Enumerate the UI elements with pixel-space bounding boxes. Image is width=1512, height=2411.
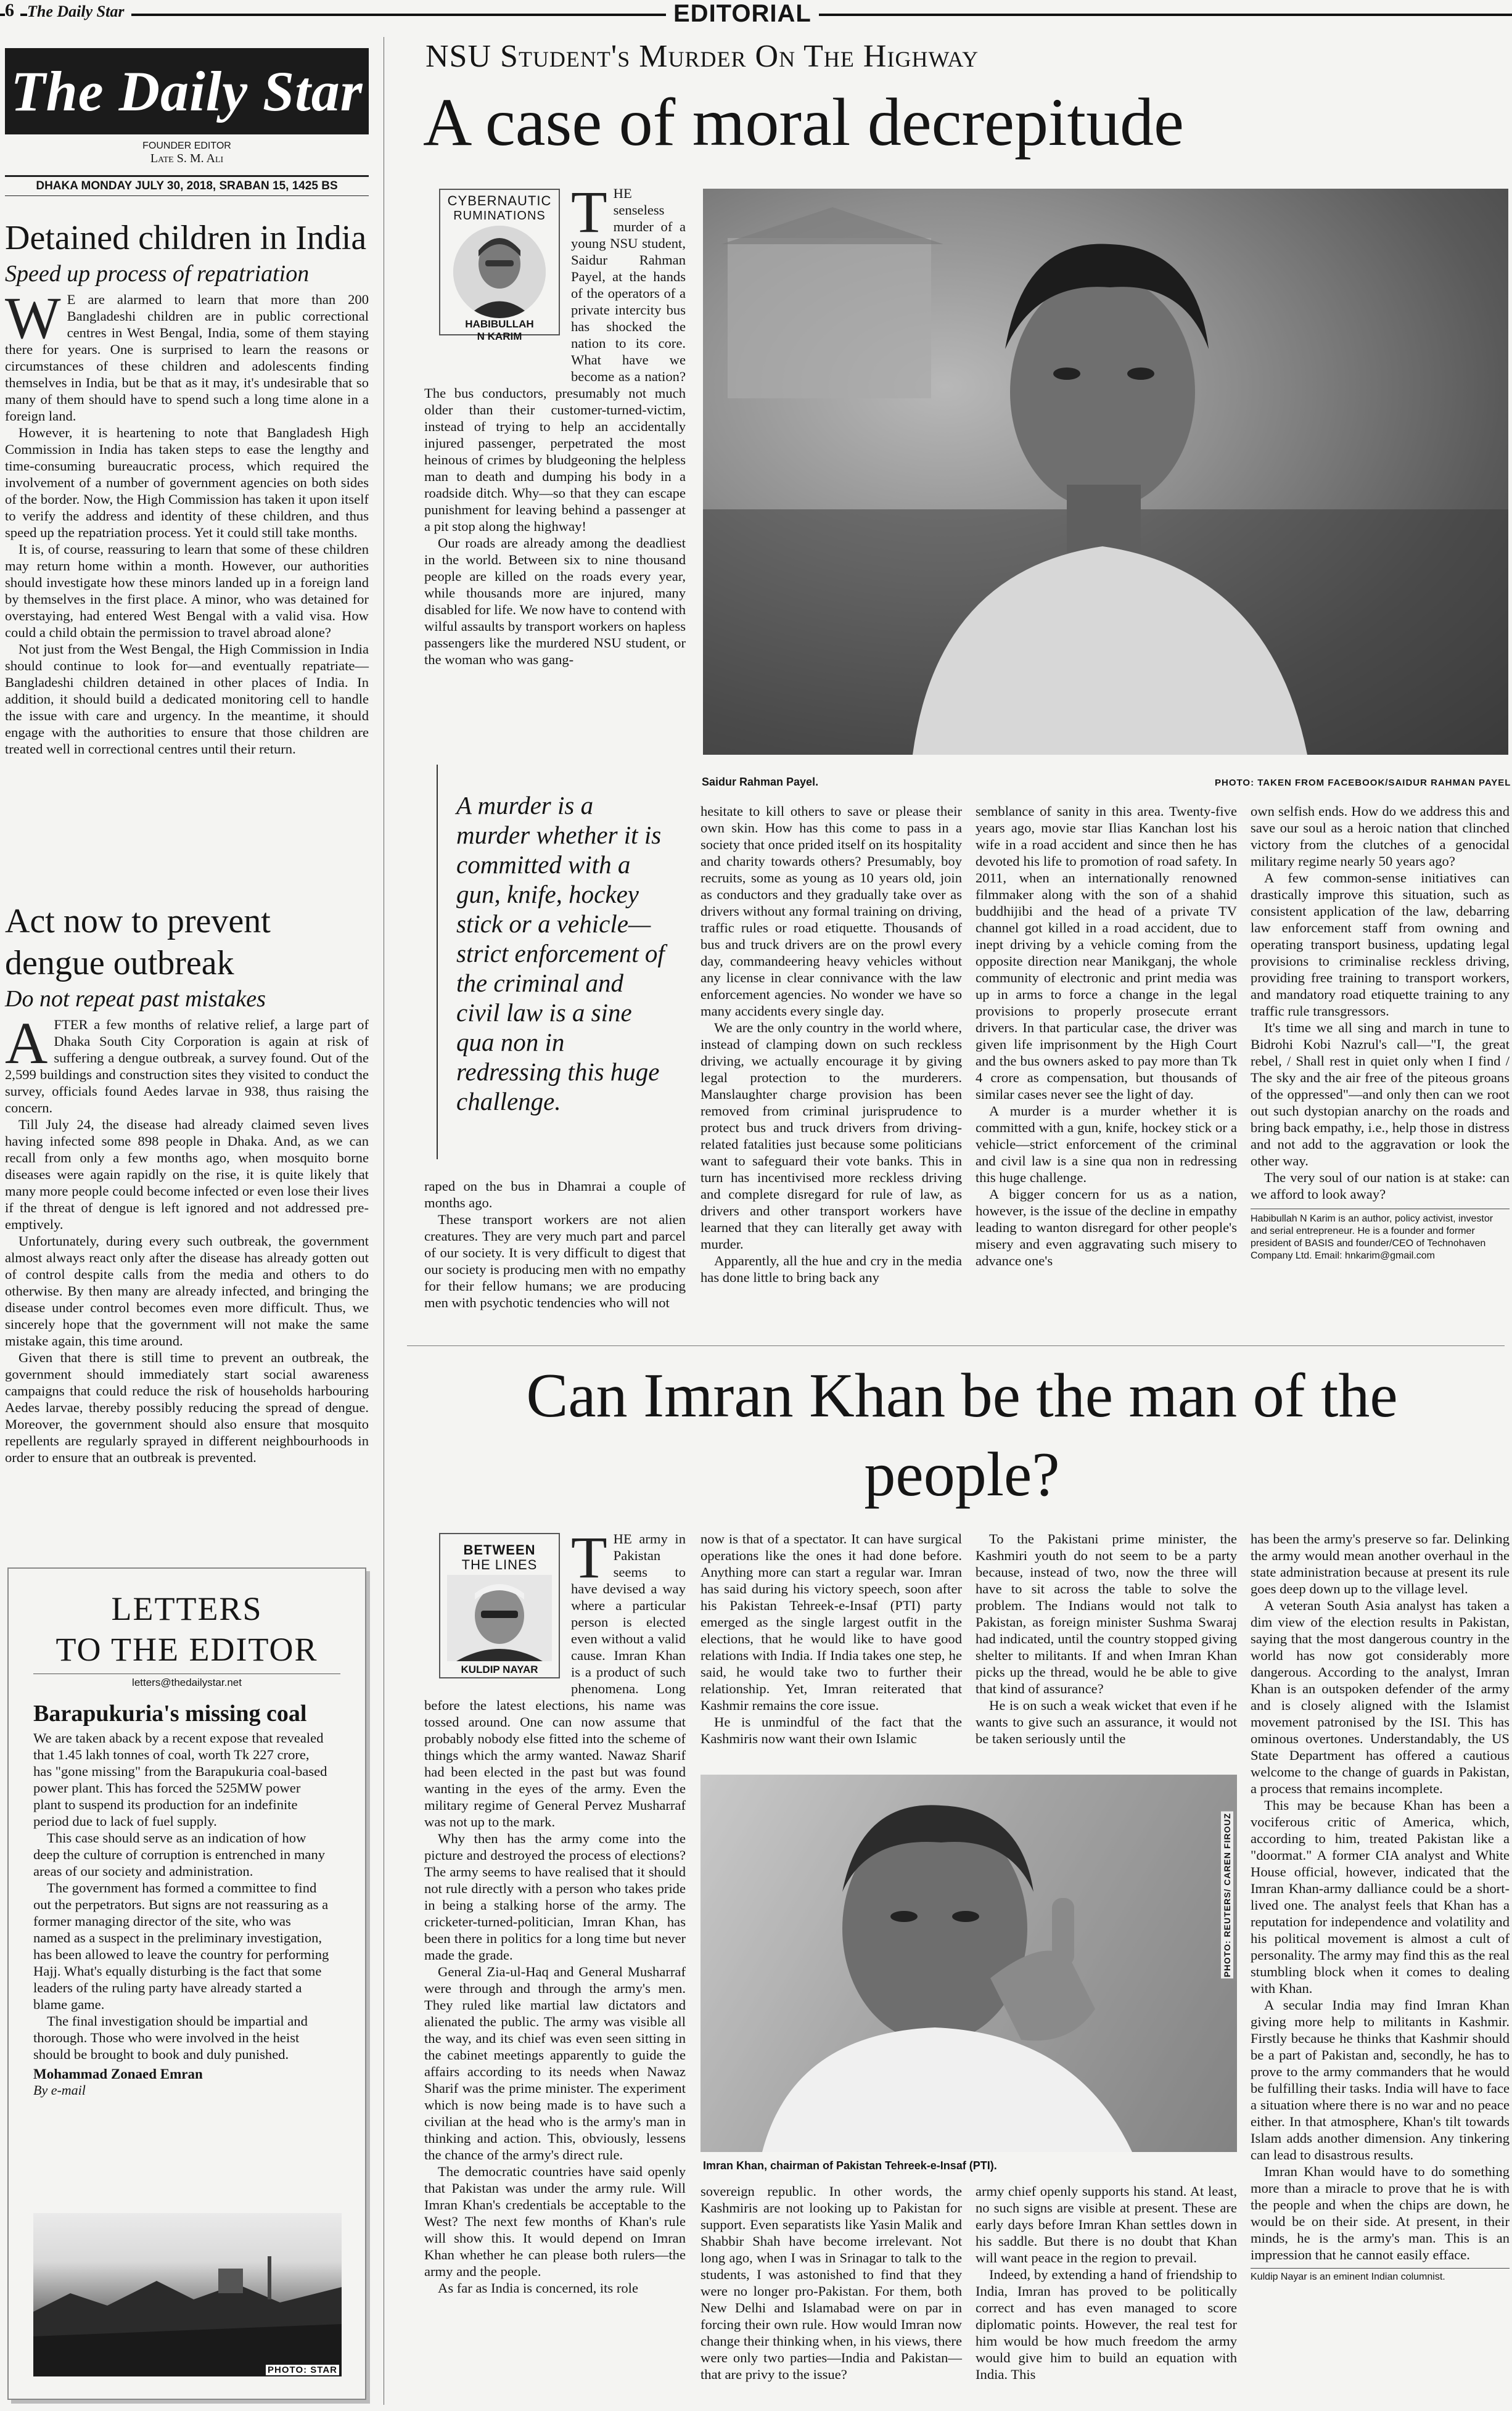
editorial-subhead: Do not repeat past mistakes bbox=[5, 986, 266, 1012]
column-name-sub: THE LINES bbox=[461, 1557, 538, 1572]
page-header bbox=[0, 0, 1512, 27]
dateline: DHAKA MONDAY JULY 30, 2018, SRABAN 15, 1425 BS bbox=[5, 175, 369, 196]
coal-landscape-image bbox=[33, 2213, 342, 2376]
photo-credit: PHOTO: REUTERS/ CAREN FIROUZ bbox=[1222, 1813, 1232, 1978]
photo-caption: Imran Khan, chairman of Pakistan Tehreek-e-Insaf (PTI). bbox=[703, 2159, 997, 2172]
author-name: KULDIP NAYAR bbox=[461, 1664, 538, 1675]
article-kicker: NSU Student's Murder On The Highway bbox=[425, 39, 979, 74]
letters-box bbox=[7, 1567, 366, 2400]
article-headline: A case of moral decrepitude bbox=[423, 84, 1184, 160]
article2-column-2: now is that of a spectator. It can have surgical operations like the ones it had done before. Anything more can start a regular war. Imran has said during his victory speech, soon after his Pakistan Tehreek-e-Insaf (PTI) party emerged as the single largest outfit in the elections, that he would like to have good relations with India. If India takes one step, he said, he would take two to further their relationship. Yet, Imran reiterated that Kashmir remains the core issue. He is unmindful of the fact that the Kashmiris now want their own Islamic bbox=[701, 1531, 962, 1746]
victim-portrait-image bbox=[703, 189, 1508, 755]
article2-column-1: THE army in Pakistan seems to have devised a way where a particular person is elected even without a valid cause. Imran Khan is a product of such phenomena. Long before the latest elections, his name was tossed around. One can now assume that probably nobody else fitted into the scheme of things which the army wanted. Nawaz Sharif had been elected in the past but was found wanting in the eyes of the army. Even the military regime of General Pervez Musharraf was not up to the mark. Why then has the army come into the picture and destroyed the process of elections? The army seems to have realised that it should not rule directly with a person who takes pride in being a stalking horse of the army. The cricketer-turned-politician, Imran Khan, has been there in politics for a long time but never made the grade. General Zia-ul-Haq and General Musharraf were through and through the army's men. They ruled like martial law dictators and alienated the public. The army was visible all the way, and its chief was even seen sitting in the cabinet meetings apparently to guide the affairs according to its needs when Nawaz Sharif was the prime minister. The experiment which is now being made is to have such a civilian at the head who is the army's man in thinking and action. This, obviously, lessens the chance of the army's direct rule. The democratic countries have said openly that Pakistan was under the army rule. Will Imran Khan's credentials be acceptable to the West? The next few months of Khan's rule will show this. It would depend on Imran Khan whether he can please both rulers—the army and the people. As far as India is concerned, its role bbox=[424, 1524, 686, 2296]
masthead-logo bbox=[5, 48, 369, 134]
section-title: EDITORIAL bbox=[666, 0, 819, 28]
column-name: CYBERNAUTIC bbox=[447, 193, 552, 208]
column-name: BETWEEN bbox=[463, 1542, 536, 1558]
letters-email[interactable]: letters@thedailystar.net bbox=[33, 1674, 340, 1689]
article2-column-4: has been the army's preserve so far. Delinking the army would mean another overhaul in the state administration because at present its rule goes deep down up to the village level. A veteran South Asia analyst has taken a dim view of the election results in Pakistan, saying that the most dangerous country in the world has now got considerably more dangerous. According to the analyst, Imran Khan is an outspoken defender of the army and is closely aligned with the Islamist movement patronised by the ISI. This has ominous overtones. Understandably, the US State Department has offered a cautious welcome to the change of guards in Pakistan, a process that remains incomplete. This may be because Khan has been a vociferous critic of America, which, according to him, treated Pakistan like a "doormat." A former CIA analyst and White House official, however, indicated that the Imran Khan-army dalliance could be a short-lived one. The analyst feels that Khan has a reputation for independence and volatility and his political movement is almost a cult of personality. The army may find this as the real stumbling block when it comes to dealing with Khan. A secular India may find Imran Khan giving more help to militants in Kashmir. Firstly because he thinks that Kashmir should be a part of Pakistan and, secondly, he has to prove to the army commanders that he would be fulfilling their tasks. India will have to face a situation where there is no war and no peace either. In that atmosphere, Khan's tilt towards Islam adds another dimension. Any tinkering can lead to disastrous results. Imran Khan would have to do something more than a miracle to prove that he is with the people and when the chips are down, he would be on their side. At present, in their minds, he is the army's man. This is an impression that he cannot easily efface. Kuldip Nayar is an eminent Indian columnist. bbox=[1251, 1531, 1510, 2282]
pull-quote: A murder is a murder whether it is committed with a gun, knife, hockey stick or a vehicle—strict enforcement of the criminal and civil law is a sine qua non in redressing this huge challenge. bbox=[456, 791, 665, 1115]
photo-caption: Saidur Rahman Payel. bbox=[702, 776, 819, 788]
letter-body: We are taken aback by a recent expose that revealed that 1.45 lakh tonnes of coal, worth Tk 227 crore, has "gone missing" from the Barapukuria coal-based power plant. This has forced the 525MW power plant to suspend its production for an indefinite period due to lack of fuel supply. This case should serve as an indication of how deep the culture of corruption is entrenched in many areas of our society and administration. The government has formed a committee to find out the perpetrators. But signs are not reassuring as a former managing director of the site, who was named as a suspect in the preliminary investigation, has been allowed to leave the country for performing Hajj. What's equally disturbing is the fact that some leaders of the ruling party have already started a blame game. The final investigation should be impartial and thorough. Those who were involved in the heist should be brought to book and duly punished. bbox=[33, 1730, 329, 2062]
drop-cap: T bbox=[571, 1524, 607, 1590]
photo-credit: PHOTO: TAKEN FROM FACEBOOK/SAIDUR RAHMAN PAYEL bbox=[1215, 778, 1511, 788]
author-bio: Habibullah N Karim is an author, policy activist, investor and serial entrepreneur. He is a founder and former president of BASIS and founder/CEO of Technohaven Company Ltd. Email: hnkarim@gmail.com bbox=[1251, 1209, 1510, 1262]
letter-headline: Barapukuria's missing coal bbox=[33, 1701, 307, 1727]
article1-column-1b: raped on the bus in Dhamrai a couple of months ago. These transport workers are not alien creatures. They are very much part and parcel of our society. It is very difficult to digest that our society is producing men with no empathy for their fellow humans; we are producing men with psychotic tendencies who will not bbox=[424, 1178, 686, 1310]
founder-credit bbox=[5, 141, 369, 166]
drop-cap: T bbox=[571, 179, 607, 245]
article1-column-4: own selfish ends. How do we address this and save our soul as a heroic nation that clinched victory from the clutches of a genocidal military regime nearly 50 years ago? A few common-sense initiatives can drastically improve this situation, such as consistent application of the law, debarring law enforcement staff from owning and operating transport business, updating legal provisions to criminalise reckless driving, providing free training to transport workers, and mandatory road etiquette training to any traffic rule transgressors. It's time we all sing and march in tune to Bidrohi Kobi Nazrul's call—"I, the great rebel, / Shall rest in quiet only when I find / The sky and the air free of the piteous groans of the oppressed"—and only then can we root out such dystopian anarchy on the roads and bring back empathy, i.e., help those in distress and not add to the aggravation or look the other way. The very soul of our nation is at stake: can we afford to look away? Habibullah N Karim is an author, policy activist, investor and serial entrepreneur. He is a founder and former president of BASIS and founder/CEO of Technohaven Company Ltd. Email: hnkarim@gmail.com bbox=[1251, 803, 1510, 1261]
drop-cap: W bbox=[5, 285, 61, 351]
pullquote-rule bbox=[437, 765, 438, 1159]
author-name-2: N KARIM bbox=[477, 331, 522, 342]
masthead-title: The Daily Star bbox=[10, 60, 363, 123]
column-name-sub: RUMINATIONS bbox=[453, 209, 546, 223]
letter-via: By e-mail bbox=[33, 2082, 86, 2098]
victim-photo bbox=[703, 189, 1508, 755]
article-headline: Can Imran Khan be the man of the people? bbox=[526, 1361, 1398, 1509]
article1-column-3: semblance of sanity in this area. Twenty-five years ago, movie star Ilias Kanchan lost his wife in a road accident and since then he has devoted his life to promotion of road safety. In 2011, when an internationally renowned filmmaker along with the son of a shahid buddhijibi and the head of a private TV channel got killed in a road accident, due to inept driving by a vehicle coming from the opposite direction near Manikganj, the whole community of electronic and print media was up in arms to force a change in the legal provisions to properly prosecute errant drivers. In that particular case, the driver was given life imprisonment by the High Court and the bus owners asked to pay more than Tk 4 crore as compensation, but thousands of similar cases never see the light of day. A murder is a murder whether it is committed with a gun, knife, hockey stick or a vehicle—strict enforcement of the criminal and civil law is a sine qua non in redressing this huge challenge. A bigger concern for us as a nation, however, is the issue of the decline in empathy leading to wanton disregard for other people's misery and even aggravating such misery to advance one's bbox=[976, 803, 1237, 1268]
paper-name: The Daily Star bbox=[27, 2, 131, 21]
section-divider bbox=[407, 1345, 1505, 1346]
article2-column-3b: army chief openly supports his stand. At least, no such signs are visible at present. These are early days before Imran Khan settles down in his saddle. But there is no doubt that Khan will want peace in the region to prevail. Indeed, by extending a hand of friendship to India, Imran has proved to be politically correct and has even managed to score diplomatic points. However, the real test for him would be how much freedom the army would give him to build an equation with India. This bbox=[976, 2183, 1237, 2382]
article2-column-3: To the Pakistani prime minister, the Kashmiri youth do not seem to be a party because, instead of two, now the three will have to sit across the table to solve the problem. The Indians would not talk to Pakistan, as foreign minister Sushma Swaraj had indicated, until the country stopped giving shelter to militants. If and when Imran Khan picks up the thread, would he be able to give that kind of assurance? He is on such a weak wicket that even if he wants to give such an assurance, it would not be taken seriously until the bbox=[976, 1531, 1237, 1746]
article2-column-2b: sovereign republic. In other words, the Kashmiris are not looking up to Pakistan for support. Even separatists like Yasin Malik and Shabbir Shah have become irrelevant. Not long ago, when I was in Srinagar to talk to the students, I was astonished to find that they were no longer pro-Pakistan. For them, both New Delhi and Islamabad were on par in forcing their own rule. How would Imran now change their thinking when, in his views, there were only two parties—India and Pakistan—that are privy to the issue? bbox=[701, 2183, 962, 2382]
founder-name: Late S. M. Ali bbox=[150, 152, 224, 165]
editorial-dengue bbox=[5, 900, 369, 1466]
letter-signature: Mohammad Zonaed Emran bbox=[33, 2066, 203, 2082]
photo-credit: PHOTO: STAR bbox=[266, 2365, 339, 2375]
letters-title-line1: LETTERS bbox=[111, 1590, 263, 1627]
imran-khan-portrait-image bbox=[701, 1775, 1237, 2152]
page-number: 6 bbox=[5, 0, 20, 21]
editorial-headline: Detained children in India bbox=[5, 219, 367, 257]
article1-column-2: hesitate to kill others to save or please their own skin. How has this come to pass in a society that once prided itself on its hospitality and charity towards others? Presumably, boy recruits, some as young as 10 years old, join as conductors and they gradually take over as drivers without any formal training on driving, traffic rules or road etiquette. Thousands of bus and truck drivers are on the prowl every day, commandeering heavy vehicles without any license in clear connivance with the law enforcement agencies. No wonder we have so many accidents every single day. We are the only country in the world where, instead of clamping down on such reckless driving, we actually encourage it by giving legal protection to the murderers. Manslaughter charge provision has been removed from criminal jurisprudence to protect bus and truck drivers from driving-related fatalities just because some politicians want to safeguard their vote banks. This in turn has incentivised more reckless driving and complete disregard for rule of law, as drivers and other transport workers have learned that they can literally get away with murder. Apparently, all the hue and cry in the media has done little to bring back any bbox=[701, 803, 962, 1285]
founder-label: FOUNDER EDITOR bbox=[142, 141, 231, 151]
letters-title-line2: TO THE EDITOR bbox=[55, 1631, 318, 1668]
drop-cap: A bbox=[5, 1010, 48, 1076]
editorial-headline: Act now to prevent dengue outbreak bbox=[5, 902, 271, 982]
editorial-body: W E are alarmed to learn that more than 200 Bangladeshi children are in public correctional centres in West Bengal, India, some of them staying there for years. One is surprised to learn the reasons or circumstances of these children and adolescents finding themselves in India, but be that as it may, it's undesirable that so many of them should have to spend such a long time alone in a foreign land. However, it is heartening to note that Bangladesh High Commission in India has taken steps to ease the lengthy and time-consuming bureaucratic process, which required the involvement of a number of government agencies on both sides of the border. Now, the High Commission has taken it upon itself to verify the address and identity of these children, and thus speed up the repatriation process. Yet it could still take months. It is, of course, reassuring to learn that some of these children may return home within a month. However, our authorities should investigate how these minors landed up in a foreign land by themselves in the first place. A minor, who was detained for overstaying, had entered West Bengal with a valid visa. How could a child obtain the permission to travel abroad alone? Not just from the West Bengal, the High Commission in India should continue to look for—and eventually repatriate—Bangladeshi children detained in other places of India. In addition, it should build a dedicated monitoring cell to handle the issue with care and urgency. In the meantime, it should engage with the authorities to ensure that those children are treated well in correctional centres until their return. bbox=[5, 285, 369, 757]
imran-khan-photo bbox=[701, 1775, 1237, 2152]
author-bio: Kuldip Nayar is an eminent Indian columnist. bbox=[1251, 2268, 1510, 2283]
editorial-detained-children bbox=[5, 217, 369, 757]
editorial-body: AFTER a few months of relative relief, a large part of Dhaka South City Corporation is again at risk of suffering a dengue outbreak, a survey found. Out of the 2,599 buildings and construction sites they visited to conduct the survey, officials found Aedes larvae in 938, thus raising the concern. Till July 24, the disease had already claimed seven lives having infected some 898 people in Dhaka. And, as we can recall from only a few months ago, when mosquito borne diseases were again rapidly on the rise, it is quite likely that many more people could become infected or even lose their lives if the threat of dengue is left ignored and not addressed pre-emptively. Unfortunately, during every such outbreak, the government almost always react only after the disease has already gotten out of control despite calls from the media and others to do otherwise. By then many are already infected, and bringing the disease under control becomes even more difficult. Thus, we sincerely hope that the government will not make the same mistake again, this time around. Given that there is still time to prevent an outbreak, the government should immediately start social awareness campaigns that could reduce the risk of households harbouring Aedes larvae, thereby possibly reducing the spread of dengue. Moreover, the government should also ensure that mosquito repellents are regularly sprayed in different neighbourhoods in order to ensure that an outbreak is prevented. bbox=[5, 1010, 369, 1465]
editorial-subhead: Speed up process of repatriation bbox=[5, 261, 310, 287]
author-name: HABIBULLAH bbox=[465, 318, 534, 330]
coal-site-photo bbox=[33, 2213, 342, 2376]
article1-column-1: THE senseless murder of a young NSU student, Saidur Rahman Payel, at the hands of the operators of a private intercity bus has shocked the nation to its core. What have we become as a nation? The bus conductors, presumably not much older than their customer-turned-victim, instead of trying to help an accidentally injured passenger, perpetrated the most heinous of crimes by bludgeoning the helpless man to death and dumping his body in a roadside ditch. Why—so that they can escape punishment for leaving behind a passenger at a pit stop along the highway! Our roads are already among the deadliest in the world. Between six to nine thousand people are killed on the roads every year, while thousands more are injured, many disabled for life. We now have to contend with wilful assaults by transport workers on hapless passengers like the murdered NSU student, or the woman who was gang- bbox=[424, 179, 686, 667]
